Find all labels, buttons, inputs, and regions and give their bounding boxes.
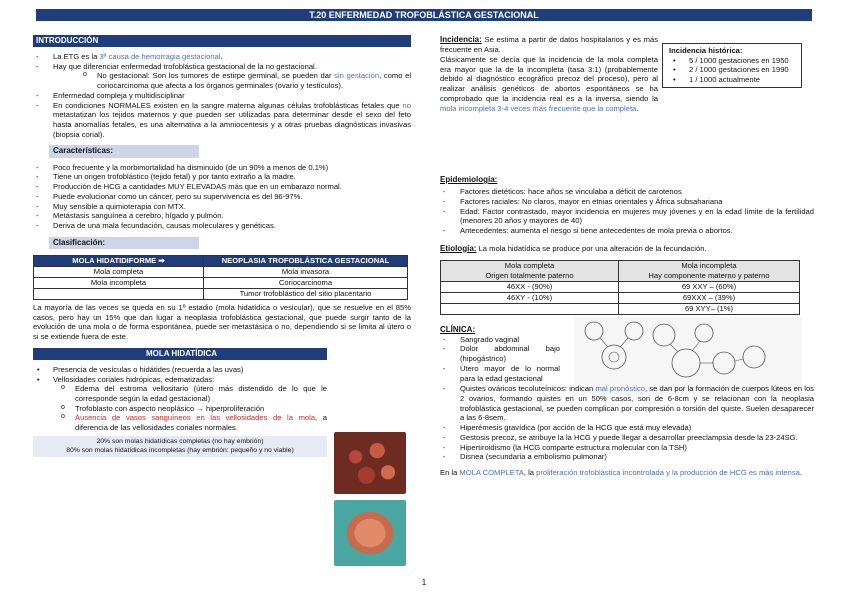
etiologia-text: Etiología: La mola hidatídica se produce por una alteración de la fecundación. [440,243,707,253]
table-header: Mola incompleta Hay componente materno y paterno [619,261,800,281]
list-item: - Útero mayor de lo normal para la edad gestacional [440,364,560,383]
table-cell [441,303,619,314]
incidencia-list [669,56,795,85]
clinica-list [440,335,560,384]
list-item: - Muy sensible a quimioterapia con MTX. [33,202,411,212]
list-item: - Factores raciales: No claros, mayor en etnias orientales y África subsahariana [440,197,814,207]
list-item: - En condiciones NORMALES existen en la sangre materna algunas células trofoblásticas fetales que no metastatizan los tejidos maternos y que pueden ser utilizadas para determinar desde el sexo del feto hasta anomalías fetales, es una alternativa a la amniocentesis y a otras pruebas diagnósticas invasivas (biopsia corial). [33,101,411,140]
table-cell: 69 XYY– (1%) [619,303,800,314]
list-item: - La ETG es la 3ª causa de hemorragia gestacional. [33,52,411,62]
mola-list [33,365,327,433]
list-item: • Vellosidades coriales hidrópicas, edematizadas: o Edema del estroma vellositario (útero más distendido de lo que le corresponde según la edad gestacional) o Trofoblasto con aspecto neoplásico → hiperproliferación o Ausencia de vasos sanguíneos en las vellosidades de la mola, a diferencia de las vellosidades coriales normales. [33,375,327,433]
list-item: - Hipertiroidismo (la HCG comparte estructura molecular con la TSH) [440,443,814,453]
list-item: - Hay que diferenciar enfermedad trofoblástica gestacional de la no gestacional. o No gestacional: Son los tumores de estirpe germinal, se pueden dar sin gestación, como el coriocarcinoma que afecta a los órganos germinales (ovario y testículos). [33,62,411,91]
list-item: - Dolor abdominal bajo (hipogástrico) [440,344,560,363]
table-row [34,266,408,277]
right-column [440,35,814,478]
list-item: o Trofoblasto con aspecto neoplásico → hiperproliferación [59,404,327,414]
clinica-list-3 [440,423,814,462]
table-cell: 46XX - (90%) [441,281,619,292]
etiologia-table [440,260,800,314]
table-cell [34,288,204,299]
table-cell: Mola completa [34,266,204,277]
table-cell: Tumor trofoblástico del sitio placentario [204,288,408,299]
page-title: T.20 ENFERMEDAD TROFOBLÁSTICA GESTACIONAL [36,9,812,21]
list-item: - Edad: Factor contrastado, mayor incidencia en mujeres muy jóvenes y en la edad límite de la fertilidad (menores 20 años y mayores de 40) [440,207,814,226]
intro-list [33,52,411,139]
mola-photo-top [334,432,406,494]
clinica-list-2 [440,384,814,423]
list-item: - Antecedentes: aumenta el riesgo si tiene antecedentes de mola previa o abortos. [440,226,814,236]
table-cell: 69 XXY – (60%) [619,281,800,292]
fecundation-diagram-icon [574,317,802,395]
list-item: - Sangrado vaginal [440,335,560,345]
table-header: MOLA HIDATIDIFORME ➡ [34,255,204,266]
list-item: - Gestosis precoz, se atribuye la la HCG y puede llegar a desarrollar preeclampsia desde la 23-24SG. [440,433,814,443]
table-cell: 69XXX – (39%) [619,292,800,303]
list-item: o Edema del estroma vellositario (útero más distendido de lo que le corresponde según la edad gestacional) [59,384,327,403]
list-item: - Factores dietéticos: hace años se vinculaba a déficit de carotenos [440,187,814,197]
list-item: - Puede evolucionar como un cáncer, pero su supervivencia es del 96-97%. [33,192,411,202]
list-item: - Enfermedad compleja y multidisciplinar [33,91,411,101]
table-row [441,292,800,303]
table-cell: Coriocarcinoma [204,277,408,288]
table-row [34,288,408,299]
arrow-right-icon: ➡ [158,256,165,266]
list-item: • 2 / 1000 gestaciones en 1990 [669,65,795,75]
table-header: NEOPLASIA TROFOBLÁSTICA GESTACIONAL [204,255,408,266]
sub-list [81,71,411,90]
epidemiologia-header: Epidemiología: [440,175,498,184]
page-number: 1 [421,578,427,587]
left-column [33,35,411,457]
list-item: - Tiene un origen trofoblástico (tejido fetal) y por tanto extraño a la madre. [33,172,411,182]
list-item: - Disnea (secundaria a embolismo pulmonar) [440,452,814,462]
list-item: • 1 / 1000 actualmente [669,75,795,85]
list-item: - Metástasis sanguínea a cerebro, hígado y pulmón. [33,211,411,221]
table-cell: 46XY - (10%) [441,292,619,303]
clinica-header: CLÍNICA: [440,324,476,334]
caracteristicas-list [33,163,411,231]
list-item: - Hiperémesis gravídica (por acción de la HCG que está muy elevada) [440,423,814,433]
incidencia-historica-box: Incidencia histórica: • 5 / 1000 gestaciones en 1950 • 2 / 1000 gestaciones en 1990 • 1 / 1000 actualmente [662,43,802,88]
epidemiologia-list [440,187,814,236]
list-item: - Deriva de una mala fecundación, causas moleculares y genéticas. [33,221,411,231]
list-item: • 5 / 1000 gestaciones en 1950 [669,56,795,66]
clasificacion-header: Clasificación: [49,237,199,249]
table-row [441,281,800,292]
table-cell: Mola incompleta [34,277,204,288]
list-item: - Producción de HCG a cantidades MUY ELEVADAS más que en un embarazo normal. [33,182,411,192]
list-item: - Quistes ováricos tecoluteínicos: indican mal pronóstico, se dan por la formación de cuerpos lúteos en los 2 ovarios, formando quistes en un 50% casos, son de 6-8cm y se relacionan con la neoplasia trofoblástica gestacional, se pueden complican por compresión o torsión del quiste. Suelen desaparecer a las 6-8sem. [440,384,814,423]
list-item: - Poco frecuente y la morbimortalidad ha disminuido (de un 90% a menos de 0.1%) [33,163,411,173]
clasificacion-table [33,255,408,300]
mola-header: MOLA HIDATÍDICA [33,348,327,360]
sub-list [59,384,327,433]
table-cell: Mola invasora [204,266,408,277]
intro-header: INTRODUCCIÓN [33,35,411,47]
caracteristicas-header: Características: [49,145,199,157]
list-item: o No gestacional: Son los tumores de estirpe germinal, se pueden dar sin gestación, como el coriocarcinoma que afecta a los órganos germinales (ovario y testículos). [81,71,411,90]
mola-photo-bottom [334,500,406,566]
mola-note: 20% son molas hidatídicas completas (no hay embrión) 80% son molas hidatídicas incompletas (hay embrión: pequeño y no viable) [33,436,327,457]
list-item: o Ausencia de vasos sanguíneos en las vellosidades de la mola, a diferencia de las vellosidades coriales normales. [59,413,327,432]
table-header: Mola completa Origen totalmente paterno [441,261,619,281]
clasificacion-paragraph: La mayoría de las veces se queda en su 1º estadio (mola hidatídica o vesicular), que se resuelve en el 85% casos, pero hay un 15% que dan lugar a neoplasia trofoblástica gestacional, que puede surgir tanto de la evolución de una mola o de forma espontánea, puede ser metastásica o no, dependiendo si se limita al útero o si se extiende fuera de este. [33,302,411,342]
clinica-final: En la MOLA COMPLETA, la proliferación trofoblástica incontrolada y la producción de HCG es más intensa. [440,468,803,478]
table-row [34,277,408,288]
table-row [441,303,800,314]
list-item: • Presencia de vesículas o hidátides (recuerda a las uvas) [33,365,327,375]
incidencia-text: Incidencia: Se estima a partir de datos hospitalarios y es más frecuente en Asia. Clásicamente se decía que la incidencia de la mola completa era mayor que la de la incompleta (tasa 3:1) (probablemente debido al diagnóstico ecográfico precoz del proceso), pero al realizar análisis genéticos de abortos espontáneos se ha comprobado que la incidencia real es a la inversa, siendo la mola incompleta 3-4 veces más frecuente que la completa. [440,35,658,113]
